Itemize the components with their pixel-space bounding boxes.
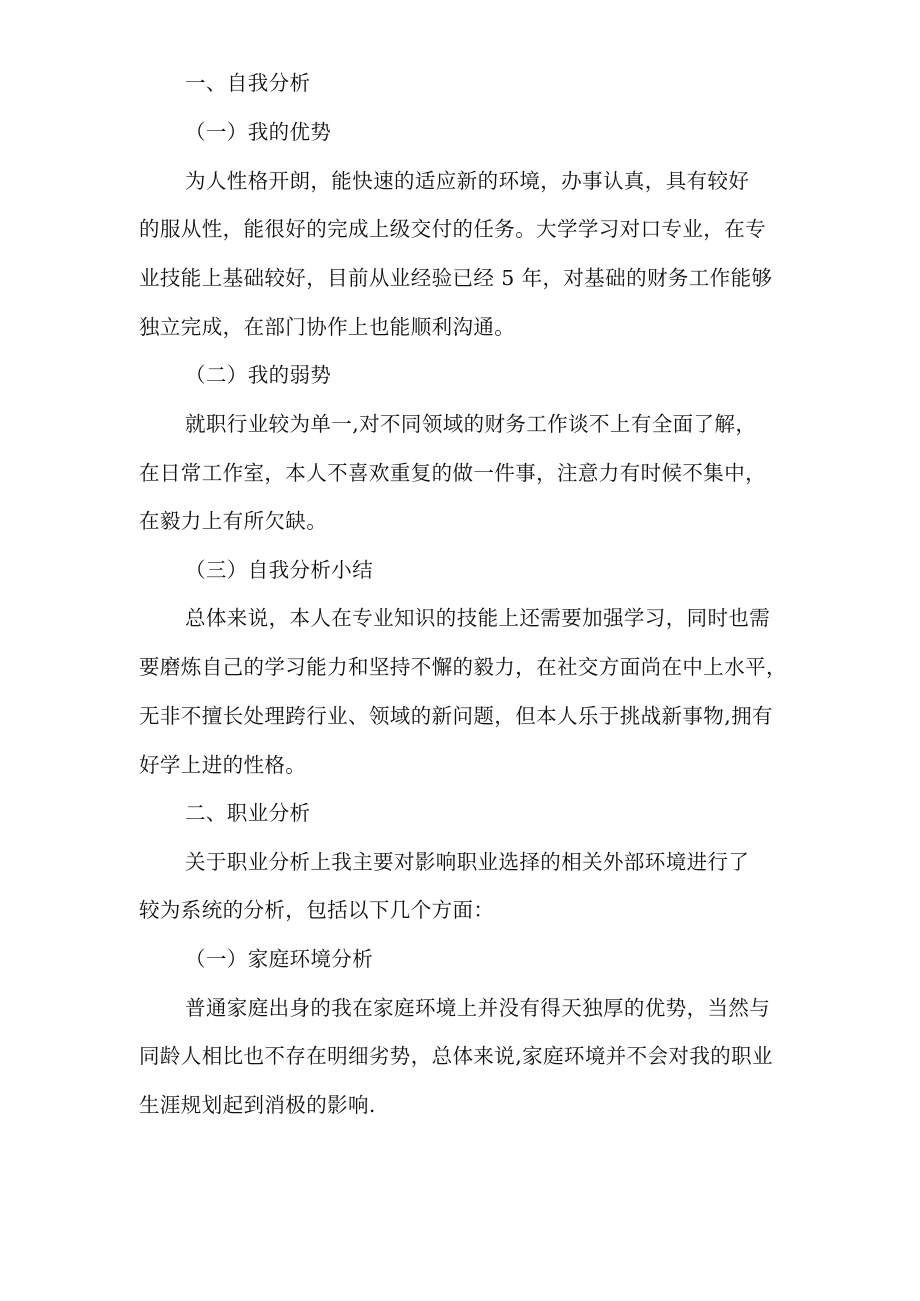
paragraph-line: 普通家庭出身的我在家庭环境上并没有得天独厚的优势，当然与 xyxy=(185,996,771,1020)
subsection-heading-weaknesses: （二）我的弱势 xyxy=(185,363,332,387)
paragraph-line: 同龄人相比也不存在明细劣势，总体来说,家庭环境并不会对我的职业 xyxy=(139,1044,773,1068)
paragraph-line: 较为系统的分析，包括以下几个方面： xyxy=(139,898,495,922)
paragraph-line: 的服从性，能很好的完成上级交付的任务。大学学习对口专业，在专 xyxy=(139,217,766,241)
paragraph-line: 生涯规划起到消极的影响. xyxy=(139,1093,376,1117)
paragraph-line: 独立完成，在部门协作上也能顺利沟通。 xyxy=(139,315,516,339)
section-heading-career-analysis: 二、职业分析 xyxy=(185,801,311,825)
subsection-heading-strengths: （一）我的优势 xyxy=(185,120,332,144)
paragraph-line: 好学上进的性格。 xyxy=(139,753,307,777)
subsection-heading-family: （一）家庭环境分析 xyxy=(185,947,374,971)
paragraph-line: 在毅力上有所欠缺。 xyxy=(139,509,328,533)
paragraph-line: 在日常工作室，本人不喜欢重复的做一件事，注意力有时候不集中， xyxy=(139,461,766,485)
paragraph-line: 就职行业较为单一,对不同领域的财务工作谈不上有全面了解， xyxy=(185,412,757,436)
section-heading-self-analysis: 一、自我分析 xyxy=(185,71,311,95)
paragraph-line: 要磨炼自己的学习能力和坚持不懈的毅力，在社交方面尚在中上水平， xyxy=(139,655,787,679)
paragraph-line: 业技能上基础较好，目前从业经验已经 5 年，对基础的财务工作能够 xyxy=(139,266,773,290)
paragraph-line: 关于职业分析上我主要对影响职业选择的相关外部环境进行了 xyxy=(185,850,750,874)
paragraph-line: 总体来说，本人在专业知识的技能上还需要加强学习，同时也需 xyxy=(185,606,771,630)
subsection-heading-summary: （三）自我分析小结 xyxy=(185,558,374,582)
paragraph-line: 为人性格开朗，能快速的适应新的环境，办事认真，具有较好 xyxy=(185,169,750,193)
paragraph-line: 无非不擅长处理跨行业、领域的新问题，但本人乐于挑战新事物,拥有 xyxy=(139,704,773,728)
